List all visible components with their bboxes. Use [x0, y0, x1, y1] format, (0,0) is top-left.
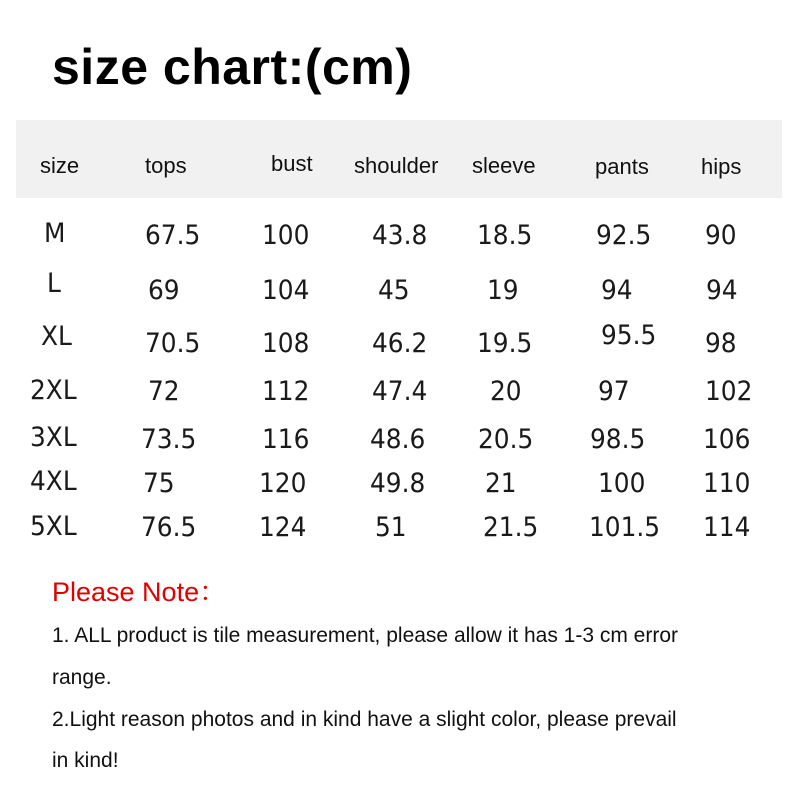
cell-pants: 100: [598, 468, 646, 499]
cell-shoulder: 46.2: [372, 328, 428, 359]
cell-sleeve: 19: [487, 275, 519, 306]
cell-tops: 75: [143, 468, 175, 499]
cell-bust: 116: [262, 424, 310, 455]
cell-pants: 101.5: [589, 512, 661, 543]
cell-bust: 112: [262, 376, 310, 407]
cell-tops: 76.5: [141, 512, 197, 543]
cell-size: M: [44, 218, 66, 249]
note-line-1: 1. ALL product is tile measurement, please allow it has 1-3 cm error: [52, 624, 679, 647]
cell-bust: 124: [259, 512, 307, 543]
header-size: size: [40, 153, 80, 178]
header-tops: tops: [145, 153, 187, 178]
cell-sleeve: 21: [485, 468, 517, 499]
cell-size: XL: [41, 321, 72, 352]
cell-bust: 100: [262, 220, 310, 251]
cell-hips: 98: [705, 328, 737, 359]
cell-shoulder: 48.6: [370, 424, 426, 455]
cell-hips: 90: [705, 220, 737, 251]
cell-hips: 94: [706, 275, 738, 306]
note-line-4: in kind!: [52, 749, 119, 772]
page-title: size chart:(cm): [52, 39, 413, 95]
cell-shoulder: 45: [378, 275, 410, 306]
cell-size: L: [47, 268, 61, 299]
cell-sleeve: 20: [490, 376, 522, 407]
cell-tops: 69: [148, 275, 180, 306]
cell-tops: 70.5: [145, 328, 201, 359]
cell-pants: 92.5: [596, 220, 652, 251]
cell-size: 2XL: [30, 375, 77, 406]
note-line-2: range.: [52, 666, 112, 689]
cell-sleeve: 19.5: [477, 328, 533, 359]
cell-bust: 108: [262, 328, 310, 359]
cell-hips: 114: [703, 512, 751, 543]
cell-sleeve: 18.5: [477, 220, 533, 251]
cell-pants: 94: [601, 275, 633, 306]
cell-pants: 95.5: [601, 320, 657, 351]
header-hips: hips: [701, 154, 742, 179]
header-pants: pants: [595, 154, 649, 179]
cell-pants: 98.5: [590, 424, 646, 455]
cell-tops: 73.5: [141, 424, 197, 455]
cell-bust: 120: [259, 468, 307, 499]
note-title: Please Note：: [52, 577, 227, 607]
cell-size: 4XL: [30, 466, 77, 497]
cell-sleeve: 21.5: [483, 512, 539, 543]
cell-tops: 67.5: [145, 220, 201, 251]
cell-shoulder: 43.8: [372, 220, 428, 251]
cell-pants: 97: [598, 376, 630, 407]
cell-tops: 72: [148, 376, 180, 407]
cell-size: 3XL: [30, 422, 77, 453]
cell-sleeve: 20.5: [478, 424, 534, 455]
cell-hips: 102: [705, 376, 753, 407]
cell-bust: 104: [262, 275, 310, 306]
cell-shoulder: 47.4: [372, 376, 428, 407]
header-sleeve: sleeve: [472, 153, 536, 178]
cell-hips: 106: [703, 424, 751, 455]
header-shoulder: shoulder: [354, 153, 439, 178]
cell-hips: 110: [703, 468, 751, 499]
header-bust: bust: [271, 151, 313, 176]
cell-shoulder: 49.8: [370, 468, 426, 499]
note-line-3: 2.Light reason photos and in kind have a slight color, please prevail: [52, 708, 677, 731]
cell-shoulder: 51: [375, 512, 407, 543]
cell-size: 5XL: [30, 511, 77, 542]
